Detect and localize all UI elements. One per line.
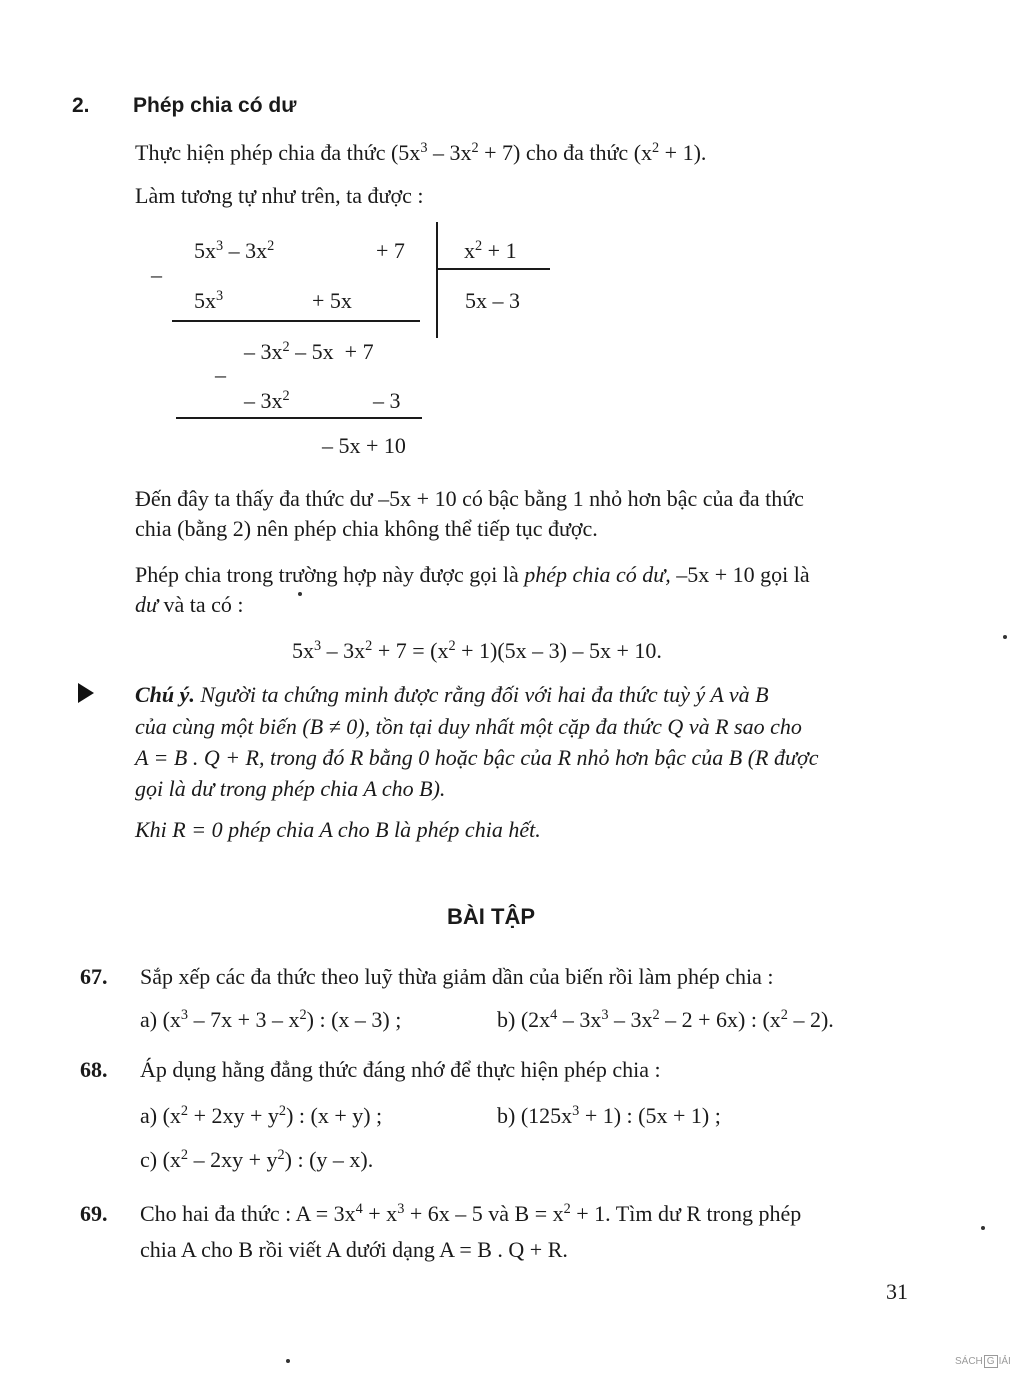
exercise-68-c: c) $(x^2 - 2xy + y^2)$ : (y – x).	[140, 1147, 374, 1172]
note-line-5: Khi R = 0 phép chia A cho B là phép chia hết.	[135, 817, 541, 842]
divisor-horizontal-line	[436, 268, 550, 270]
exercise-68-b: b) $(125x^3 + 1)$ : (5x + 1) ;	[497, 1103, 721, 1128]
dividend-constant: + 7	[376, 238, 405, 263]
divisor: $x^2 + 1$	[464, 238, 517, 263]
paragraph-1-line-2: chia (bằng 2) nên phép chia không thể tiếp tục được.	[135, 516, 598, 541]
subtrahend-1-term: $5x^3$	[194, 288, 224, 313]
subtraction-line-1	[172, 320, 420, 322]
note-line-4: gọi là dư trong phép chia A cho B).	[135, 776, 446, 801]
section-number: 2.	[72, 94, 90, 117]
quotient: 5x – 3	[465, 288, 520, 313]
speck	[298, 592, 302, 596]
section-title: Phép chia có dư	[133, 94, 297, 117]
intro-line-2: Làm tương tự như trên, ta được :	[135, 183, 424, 208]
subtrahend-2-term: – $3x^2$	[244, 388, 290, 413]
exercise-67-text: Sắp xếp các đa thức theo luỹ thừa giảm dần của biến rồi làm phép chia :	[140, 964, 774, 989]
subtraction-line-2	[176, 417, 422, 419]
minus-sign-1: –	[151, 262, 162, 287]
watermark-logo: SÁCH G IẢI	[955, 1356, 1011, 1367]
exercise-67-number: 67.	[80, 964, 108, 989]
exercise-69-number: 69.	[80, 1201, 108, 1226]
exercise-68-number: 68.	[80, 1057, 108, 1082]
exercise-68-text: Áp dụng hằng đẳng thức đáng nhớ để thực hiện phép chia :	[140, 1057, 661, 1082]
speck	[981, 1226, 985, 1230]
remainder-1: – $3x^2 - 5x + 7$	[244, 339, 374, 364]
exercise-67-a: a) $(x^3 - 7x + 3 - x^2)$ : (x – 3) ;	[140, 1007, 402, 1032]
note-line-3: A = B . Q + R, trong đó R bằng 0 hoặc bậc của R nhỏ hơn bậc của B (R được	[135, 745, 819, 770]
paragraph-2-line-1: Phép chia trong trường hợp này được gọi là phép chia có dư, –5x + 10 gọi là	[135, 562, 810, 587]
final-remainder: – 5x + 10	[322, 433, 406, 458]
division-identity-equation: $5x^3 - 3x^2 + 7 = (x^2 + 1)(5x - 3) - 5x + 10$.	[292, 638, 662, 663]
subtrahend-1-linear: + 5x	[312, 288, 352, 313]
subtrahend-2-constant: – 3	[373, 388, 401, 413]
note-line-2: của cùng một biến (B ≠ 0), tồn tại duy nhất một cặp đa thức Q và R sao cho	[135, 714, 802, 739]
exercises-heading: BÀI TẬP	[447, 904, 535, 929]
note-arrow-icon	[78, 683, 94, 703]
intro-line: Thực hiện phép chia đa thức $(5x^3 - 3x^2 + 7)$ cho đa thức $(x^2 + 1)$.	[135, 140, 707, 165]
dividend-terms: $5x^3 - 3x^2$	[194, 238, 275, 263]
speck	[1003, 635, 1007, 639]
exercise-69-line-2: chia A cho B rồi viết A dưới dạng A = B . Q + R.	[140, 1237, 568, 1262]
divisor-vertical-line	[436, 222, 438, 338]
speck	[286, 1359, 290, 1363]
exercise-68-a: a) $(x^2 + 2xy + y^2)$ : (x + y) ;	[140, 1103, 383, 1128]
exercise-67-b: b) $(2x^4 - 3x^3 - 3x^2 - 2 + 6x)$ : $(x^2 - 2)$.	[497, 1007, 834, 1032]
note-line-1: Chú ý. Người ta chứng minh được rằng đối với hai đa thức tuỳ ý A và B	[135, 682, 769, 707]
page-number: 31	[886, 1279, 908, 1304]
exercise-69-line-1: Cho hai đa thức : $A = 3x^4 + x^3 + 6x - 5$ và $B = x^2 + 1$. Tìm dư R trong phép	[140, 1201, 802, 1226]
paragraph-2-line-2: dư và ta có :	[135, 592, 244, 617]
minus-sign-2: –	[215, 362, 226, 387]
paragraph-1-line-1: Đến đây ta thấy đa thức dư –5x + 10 có bậc bằng 1 nhỏ hơn bậc của đa thức	[135, 486, 804, 511]
